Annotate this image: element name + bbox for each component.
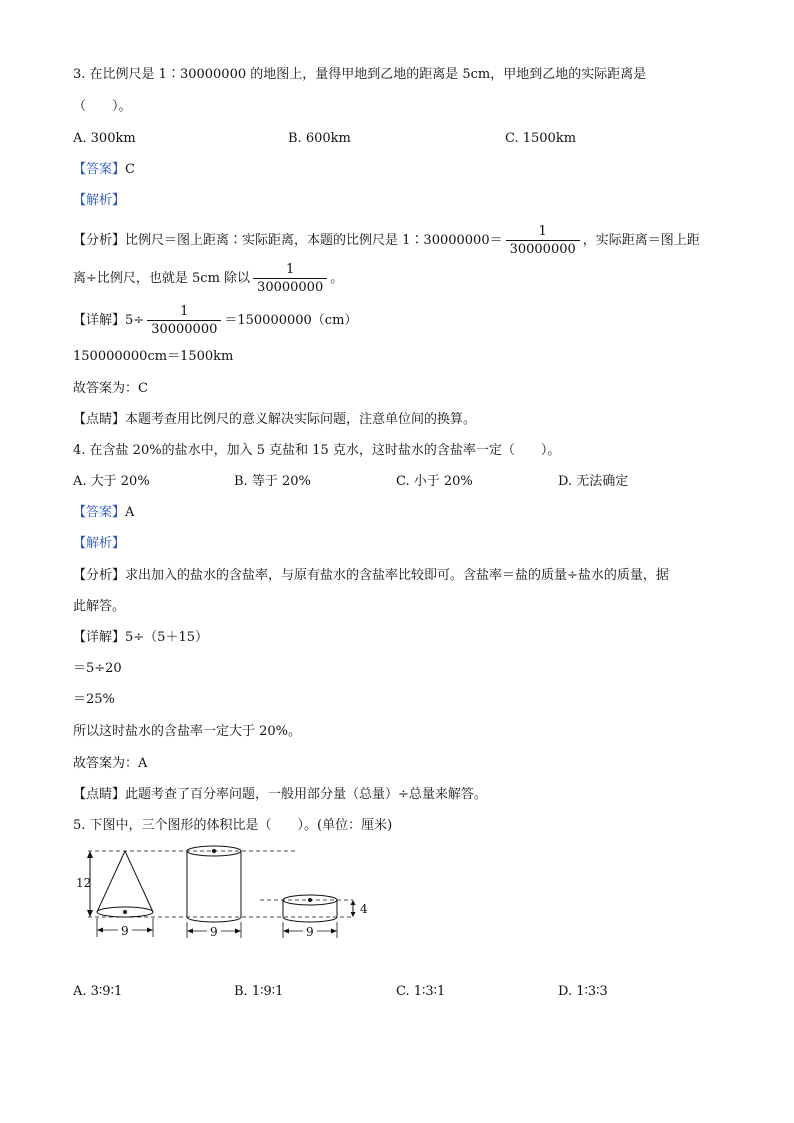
q3-conclusion: 故答案为：C — [73, 381, 148, 396]
cylinder-2-height-arrow — [351, 900, 356, 917]
fraction-denominator: 30000000 — [147, 320, 221, 338]
q5-stem: 5. 下图中，三个图形的体积比是（ ）。(单位：厘米) — [73, 818, 393, 833]
q3-answer: C — [125, 162, 135, 177]
cone-height-label: 12 — [76, 876, 92, 890]
q3-fenxi-text1: 比例尺＝图上距离∶实际距离，本题的比例尺是 1∶30000000＝ — [125, 233, 503, 248]
q3-fenxi-line2 — [73, 260, 343, 298]
fraction-numerator: 1 — [538, 224, 547, 239]
q5-figure — [70, 838, 390, 948]
q3-detail-pre: 5÷ — [125, 313, 145, 328]
cylinder-2-shape — [283, 895, 337, 922]
q4-dianjing-tag: 【点睛】 — [73, 787, 126, 802]
q3-answer-tag: 【答案】 — [73, 162, 126, 177]
q3-dianjing-tag: 【点睛】 — [73, 412, 126, 427]
q4-fenxi-line2: 此解答。 — [73, 599, 126, 614]
cylinder-2-diameter-label: 9 — [306, 925, 314, 939]
q3-fenxi-tag: 【分析】 — [73, 233, 126, 248]
q3-option-a: A. 300km — [73, 131, 136, 146]
fraction-numerator: 1 — [285, 262, 295, 277]
q4-detail-line3: ＝25% — [73, 692, 115, 707]
q3-stem-line1: 3. 在比例尺是 1∶30000000 的地图上，量得甲地到乙地的距离是 5cm，甲地到乙地的实际距离是 — [73, 67, 647, 82]
cylinder-1-shape — [187, 846, 241, 922]
q4-dianjing-text: 此题考查了百分率问题，一般用部分量（总量）÷总量来解答。 — [125, 787, 487, 802]
q4-detail-line1 — [73, 629, 208, 647]
q3-analysis-tag: 【解析】 — [73, 193, 126, 208]
q4-answer-row — [73, 504, 134, 522]
q5-option-d: D. 1∶3∶3 — [558, 984, 608, 999]
q3-dianjing-text: 本题考查用比例尺的意义解决实际问题，注意单位间的换算。 — [125, 412, 477, 427]
fraction-denominator: 30000000 — [506, 240, 580, 258]
q3-option-b: B. 600km — [288, 131, 351, 146]
q5-option-b: B. 1∶9∶1 — [234, 984, 284, 999]
q3-detail-line1 — [73, 302, 357, 340]
q4-detail-line2: ＝5÷20 — [73, 661, 122, 676]
q4-conclusion: 故答案为：A — [73, 756, 148, 771]
q3-fenxi-line2-text: 离÷比例尺，也就是 5cm 除以 — [73, 271, 251, 286]
q4-detail-tag: 【详解】 — [73, 630, 126, 645]
cylinder-2-height-label: 4 — [360, 902, 368, 916]
q4-dianjing-row — [73, 786, 487, 804]
q4-option-a: A. 大于 20% — [73, 474, 150, 489]
q4-option-d: D. 无法确定 — [558, 474, 629, 489]
q4-fenxi-line1 — [73, 567, 669, 585]
fraction-denominator: 30000000 — [253, 278, 327, 296]
q3-fenxi-line2-end: 。 — [330, 271, 344, 286]
q3-fenxi-fraction-1 — [506, 223, 580, 258]
q3-fenxi-line1 — [73, 222, 700, 260]
q3-detail-post: ＝150000000（cm） — [224, 313, 358, 328]
q3-detail-tag: 【详解】 — [73, 313, 126, 328]
q4-answer-tag: 【答案】 — [73, 505, 126, 520]
q4-fenxi-tag: 【分析】 — [73, 568, 126, 583]
cone-diameter-label: 9 — [121, 924, 129, 938]
fraction-numerator: 1 — [180, 304, 189, 319]
q3-fenxi-text2: ，实际距离＝图上距 — [582, 233, 700, 248]
q3-detail-line2: 150000000cm＝1500km — [73, 349, 234, 364]
q3-answer-row — [73, 161, 135, 179]
q3-fenxi-fraction-2 — [253, 261, 327, 296]
q3-detail-fraction — [147, 303, 221, 338]
q4-option-c: C. 小于 20% — [396, 474, 473, 489]
q5-option-a: A. 3∶9∶1 — [73, 984, 123, 999]
q3-dianjing-row — [73, 411, 476, 429]
q3-stem-line2: （ ）。 — [73, 99, 132, 114]
q4-detail-line4: 所以这时盐水的含盐率一定大于 20%。 — [73, 724, 302, 739]
q3-option-c: C. 1500km — [505, 131, 577, 146]
q4-answer: A — [125, 505, 135, 520]
cone-shape — [97, 851, 153, 917]
cylinder-1-diameter-label: 9 — [210, 925, 218, 939]
q4-detail-text: 5÷（5＋15） — [125, 630, 208, 645]
q5-option-c: C. 1∶3∶1 — [396, 984, 446, 999]
q4-option-b: B. 等于 20% — [234, 474, 311, 489]
q4-analysis-tag: 【解析】 — [73, 536, 126, 551]
q4-stem: 4. 在含盐 20%的盐水中，加入 5 克盐和 15 克水，这时盐水的含盐率一定（ ）。 — [73, 443, 561, 458]
q4-fenxi-text1: 求出加入的盐水的含盐率，与原有盐水的含盐率比较即可。含盐率＝盐的质量÷盐水的质量，据 — [125, 568, 669, 583]
